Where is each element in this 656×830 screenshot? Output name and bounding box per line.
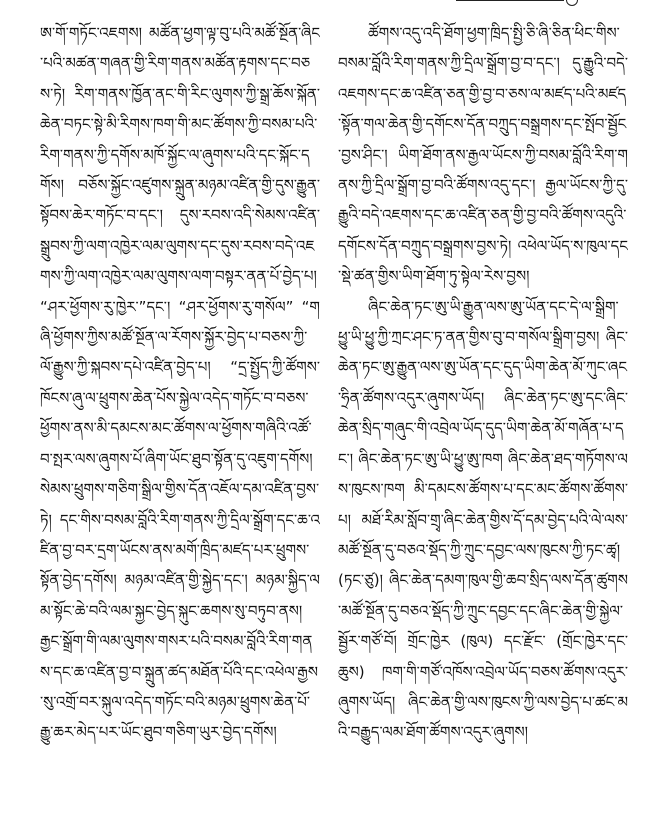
right-paragraph-1: ཚོགས་འདུ་འདི་ཐོག་ཕྱག་ཁྲིད་སྤྱི་ཅི་ཞི་ཅིན་ཕིང་གིས་བསམ་བློའི་རིག་གནས་ཀྱི་དྲིལ་སྒྲོག་བྱ་བ་དང་། དུ་རྒྱུའི་བདེ་འཇགས་དང་ཆ་འཛིན་ཅན་གྱི་བྱ་བ་ཅས་ལ་མཛད་པའི་མཛད་སྟོན་གལ་ཆེན་གྱི་དགོངས་དོན་བཀྲུད་བསྒྲགས་དང་སྤོབ་སྦྱོང་བྱས་ཤིང་། ཡིག་ཐོག་ནས་རྒྱལ་ཡོངས་ཀྱི་བསམ་བློའི་རིག་གནས་ཀྱི་དྲིལ་སྒྲོག་བྱ་བའི་ཚོགས་འདུ་དང་། རྒྱལ་ཡོངས་ཀྱི་དུ་རྒྱུའི་བདེ་འཇགས་དང་ཆ་འཛིན་ཅན་གྱི་བྱ་བའི་ཚོགས་འདུའི་དགོངས་དོན་བཀྲུད་བསྒྲགས་བྱས་ཏེ། འཕེལ་ཡོད་ས་ཁུལ་དང་སྡེ་ཚན་གྱིས་ཡིག་ཐོག་ཏུ་སྟེལ་རེས་བྱས།: [338, 24, 628, 286]
page-corner-mark: [566, 0, 578, 6]
left-column: [40, 18, 320, 818]
right-paragraph-2: ཞིང་ཆེན་ཏང་ཨུ་ཡི་རྒྱུན་ལས་ཨུ་ཡོན་དང་དེ་ལ་སྒྲིག་ཕྱུ་ཡི་ཕྱུ་ཀྱི་ཀྲང་ཤང་ཏ་ནན་གྱིས་བུ་བ་གསོལ་སྒྲིག་བྱས། ཞིང་ཆེན་ཏང་ཨུ་རྒྱུན་ལས་ཨུ་ཡོན་དང་དུད་ཡིག་ཆེན་མོ་ཀུང་ཞང་ཧྲིན་ཚོགས་འདུར་ཞུགས་ཡོད། ཞིང་ཆེན་ཏང་ཨུ་དང་ཞིང་ཆེན་སྲིད་གཞུང་གི་འབྲེལ་ཡོད་དུད་ཡིག་ཆེན་མོ་གཞོན་པ་དང་། ཞིང་ཆེན་ཏང་ཨུ་ཡི་ཕྱུ་ཨུ་ཁག ཞིང་ཆེན་ཐད་གཏོགས་ལས་ཁུངས་ཁག མི་དམངས་ཚོགས་པ་དང་མང་ཚོགས་ཚོགས་པ། མཐོ་རིམ་སློབ་གྲྭ་ཞིང་ཆེན་གྱིས་དོ་དམ་བྱེད་པའི་ལེ་ལས་ མཚོ་སྔོན་དུ་བཅའ་སྡོད་ཀྱི་ཀྲུང་དབྱང་ལས་ཁུངས་ཀྱི་ཏང་ཚྭ། (ཏང་ཙུ)། ཞིང་ཆེན་དམག་ཁུལ་གྱི་ཆབ་སྲིད་ལས་དོན་ཚུགས་མཚོ་སྔོན་དུ་བཅའ་སྡོད་ཀྱི་ཀྲུང་དབྱང་དང་ཞིང་ཆེན་གྱི་སྐྱེལ་སྦྱོར་གཙོ་བོ། གྲོང་ཁྱེར (ཁུལ) དང་རྫོང་ (གྲོང་ཁྱེར་དང་ཆུས) ཁག་གི་གཙོ་འཁོས་འབྲེལ་ཡོད་བཅས་ཚོགས་འདུར་ཞུགས་ཡོད། ཞིང་ཆེན་གྱི་ལས་ཁུངས་ཀྱི་ལས་བྱེད་པ་ཚང་མའི་བརྒྱུད་ལམ་ཐོག་ཚོགས་འདུར་ཞུགས།: [338, 297, 628, 742]
right-column: [338, 18, 628, 818]
left-paragraph-1: ཨ་གོ་གཏོང་འཇགས། མཚོན་ཕྱག་ལྟ་བུ་པའི་མཚོ་སྔོན་ཞིང་པའི་མཚན་གཞན་གྱི་རིག་གནས་མཚོན་རྟགས་དང་བཅས་ཏེ། རིག་གནས་ཁྱོན་ནང་གི་རིང་ལུགས་ཀྱི་སྒྲ་ཆོས་སྐོན་ཆེན་བཏང་སྟེ་མི་རིགས་ཁག་གི་མང་ཚོགས་ཀྱི་བསམ་པའི་རིག་གནས་ཀྱི་དགོས་མཁོ་སྐྱོང་ལ་ཞུགས་པའི་དང་སྐོང་དགོས། བཅོས་སྐྱོང་འཛུགས་སྐྲུན་མཉམ་འཛིན་གྱི་དུས་རྒྱུན་སྟོབས་ཆེར་གཏོང་བ་དང་། དུས་རབས་འདི་སེམས་འཛིན་སྒྲུབས་ཀྱི་ལག་འཁྱེར་ལམ་ལུགས་དང་དུས་རབས་བདེ་འཇགས་ཀྱི་ལག་འཁྱེར་ལམ་ལུགས་ལག་བསྟར་ནན་པོ་བྱེད་པ། “ཤར་ཕྱོགས་རུ་ཁྱེར་”དང་། “ཤར་ཕྱོགས་རུ་གསོལ” “གཞི་ཕྱོགས་ཀྱིས་མཚོ་སྔོན་ལ་རོགས་སྐྱོར་བྱེད་པ་བཅས་ཀྱི་ལོ་རྒྱུས་ཀྱི་སྐབས་དཔེ་འཛིན་བྱེད་པ། “དྲ་སྤྱོད་ཀྱི་ཚོགས་ཁོངས་ཞུ་ལ་ཕྲུགས་ཆེན་པོས་སྐྱེལ་འདེད་གཏོང་བ་བཅས་ཕྱོགས་ནས་མི་དམངས་མང་ཚོགས་ལ་ཕྱོགས་གཞིའི་འཚོ་བ་སྤར་ལས་ཞུགས་པོ་ཞིག་ཡོང་ཐུབ་སྟོན་དུ་འཇུག་དགོས། སེམས་ཕྲུགས་གཅིག་སྒྲིལ་གྱིས་དོན་འཇོལ་དམ་འཛིན་བྱས་ཏེ། དང་གིས་བསམ་བློའི་རིག་གནས་ཀྱི་དྲིལ་སྒྲོག་དང་ཆ་འཛིན་བྱ་བར་དྲག་ཡོངས་ནས་མགོ་ཁྲིད་མཛད་པར་ཕྲུགས་སྟོན་བྱེད་དགོས། མཉམ་འཛིན་གྱི་སྐྱེད་དང་། མཉམ་སྐྱིད་ལམ་སྟོང་ཆེ་བའི་ལམ་སྐྱང་བྱེད་སྐུང་ཆགས་སུ་བཏུབ་ནས། རྒྱང་སྒྲོག་གི་ལམ་ལུགས་གསར་པའི་བསམ་བློའི་རིག་གནས་དང་ཆ་འཛིན་བྱ་བ་སྐྲུན་ཚད་མཐོན་པོའི་དང་འཕེལ་རྒྱས་སུ་འགྲོ་བར་སྐུལ་འདེད་གཏོང་བའི་མཉམ་ཕྲུགས་ཆེན་པོ་རྒྱུ་ཆར་མེད་པར་ཡོང་ཐུབ་གཅིག་ཡུར་བྱེད་དགོས།: [40, 24, 320, 742]
top-rule-fragment: [456, 0, 564, 1]
